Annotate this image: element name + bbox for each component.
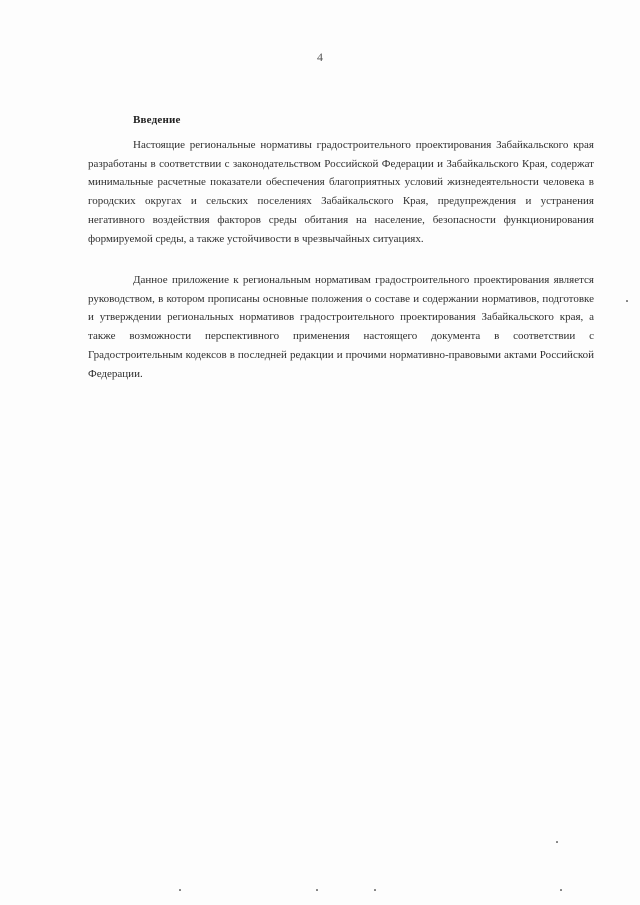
scan-speck bbox=[556, 841, 558, 843]
scan-speck bbox=[560, 889, 562, 891]
scan-speck bbox=[316, 889, 318, 891]
section-heading: Введение bbox=[133, 114, 181, 126]
scan-speck bbox=[626, 300, 628, 302]
paragraph-appendix: Данное приложение к региональным нормативам градостроительного проектирования является руководством, в котором прописаны основные положения о составе и содержании нормативов, подготовке и утверждении региональных нормативов градостроительного проектирования Забайкальского края, а также возможности перспективного применения настоящего документа в соответствии с Градостроительным кодексов в последней редакции и прочими нормативно-правовыми актами Российской Федерации. bbox=[88, 274, 594, 380]
paragraph-intro: Настоящие региональные нормативы градостроительного проектирования Забайкальского края разработаны в соответствии с законодательством Российской Федерации и Забайкальского Края, содержат минимальные расчетные показатели обеспечения благоприятных условий жизнедеятельности человека в городских округах и сельских поселениях Забайкальского Края, предупреждения и устранения негативного воздействия факторов среды обитания на население, безопасности функционирования формируемой среды, а также устойчивости в чрезвычайных ситуациях. bbox=[88, 139, 594, 245]
scan-speck bbox=[374, 889, 376, 891]
page-number: 4 bbox=[317, 50, 323, 64]
scan-speck bbox=[179, 889, 181, 891]
